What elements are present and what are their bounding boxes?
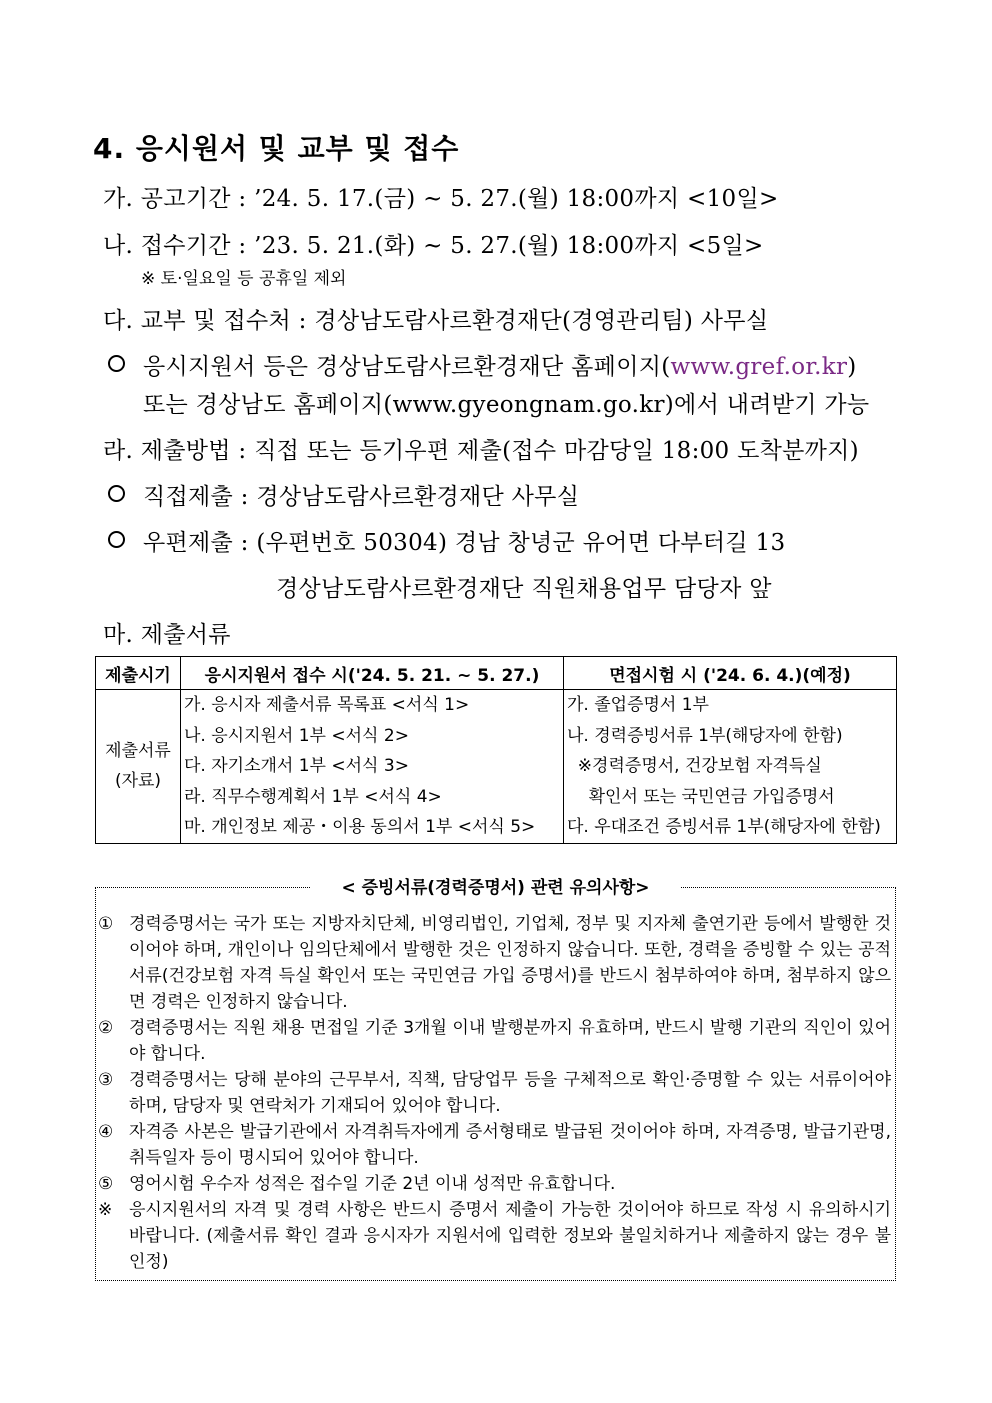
- list-item: 나. 경력증빙서류 1부(해당자에 한함): [567, 725, 843, 746]
- application-docs-cell: [181, 690, 564, 844]
- evidence-notice-box: [95, 878, 896, 1281]
- notice-text: 영어시험 우수자 성적은 접수일 기준 2년 이내 성적만 유효합니다.: [129, 1174, 616, 1194]
- list-item: 가. 응시자 제출서류 목록표 <서식 1>: [184, 695, 470, 715]
- row-label-cell: [96, 690, 181, 844]
- download-text-end: ): [847, 354, 857, 380]
- notice-item: [96, 1119, 895, 1171]
- list-item: 가. 졸업증명서 1부: [567, 695, 709, 715]
- notice-text: 자격증 사본은 발급기관에서 자격취득자에게 증서형태로 발급된 것이어야 하며, 자격증명, 발급기관명, 취득일자 등이 명시되어 있어야 합니다.: [129, 1122, 891, 1168]
- bullet-circle-icon: [108, 355, 125, 372]
- notice-period: 가. 공고기간 : ’24. 5. 17.(금) ~ 5. 27.(월) 18:00까지 <10일>: [103, 186, 779, 212]
- submit-method: 라. 제출방법 : 직접 또는 등기우편 제출(접수 마감당일 18:00 도착분까지): [103, 438, 859, 464]
- mail-submit-bullet: [108, 524, 785, 557]
- notice-mark: ③: [98, 1070, 114, 1090]
- mail-submit-cont: 경상남도람사르환경재단 직원채용업무 담당자 앞: [276, 576, 772, 602]
- notice-item: [96, 1067, 895, 1119]
- table-header-cell: 응시지원서 접수 시('24. 5. 21. ~ 5. 27.): [181, 657, 564, 690]
- holiday-note: ※ 토·일요일 등 공휴일 제외: [141, 269, 347, 289]
- notice-item: [96, 1171, 895, 1197]
- section-title: 4. 응시원서 및 교부 및 접수: [93, 132, 460, 165]
- receipt-period: 나. 접수기간 : ’23. 5. 21.(화) ~ 5. 27.(월) 18:00까지 <5일>: [103, 233, 764, 259]
- download-bullet: [108, 348, 857, 381]
- list-item: 다. 우대조건 증빙서류 1부(해당자에 한함): [567, 817, 881, 837]
- notice-mark: ④: [98, 1122, 114, 1142]
- submit-docs-heading: 마. 제출서류: [103, 622, 231, 648]
- notice-title: < 증빙서류(경력증명서) 관련 유의사항>: [311, 878, 679, 898]
- notice-item: [96, 1015, 895, 1067]
- list-item: 확인서 또는 국민연금 가입증명서: [567, 786, 835, 807]
- download-text: 응시지원서 등은 경상남도람사르환경재단 홈페이지(: [143, 354, 671, 380]
- bullet-circle-icon: [108, 485, 125, 502]
- direct-submit-text: 직접제출 : 경상남도람사르환경재단 사무실: [143, 484, 580, 510]
- download-bullet-cont: 또는 경상남도 홈페이지(www.gyeongnam.go.kr)에서 내려받기 가능: [143, 392, 870, 418]
- notice-text: 경력증명서는 직원 채용 면접일 기준 3개월 이내 발행분까지 유효하며, 반드시 발행 기관의 직인이 있어야 합니다.: [129, 1018, 891, 1064]
- list-item: 마. 개인정보 제공・이용 동의서 1부 <서식 5>: [184, 817, 536, 837]
- interview-docs-cell: [564, 690, 897, 844]
- bullet-circle-icon: [108, 531, 125, 548]
- direct-submit-bullet: [108, 478, 579, 511]
- notice-mark: ※: [98, 1200, 113, 1220]
- issue-place: 다. 교부 및 접수처 : 경상남도람사르환경재단(경영관리팀) 사무실: [103, 308, 769, 334]
- gref-link[interactable]: www.gref.or.kr: [670, 354, 848, 380]
- list-item: 라. 직무수행계획서 1부 <서식 4>: [184, 786, 442, 807]
- list-item: 다. 자기소개서 1부 <서식 3>: [184, 756, 409, 776]
- table-header-row: [96, 657, 897, 690]
- list-item: ※경력증명서, 건강보험 자격득실: [567, 756, 822, 776]
- table-header-cell: 제출시기: [96, 657, 181, 690]
- notice-text: 경력증명서는 당해 분야의 근무부서, 직책, 담당업무 등을 구체적으로 확인·증명할 수 있는 서류이어야 하며, 담당자 및 연락처가 기재되어 있어야 합니다.: [129, 1070, 891, 1116]
- notice-item: [96, 911, 895, 1015]
- notice-text: 응시지원서의 자격 및 경력 사항은 반드시 증명서 제출이 가능한 것이어야 하므로 작성 시 유의하시기 바랍니다. (제출서류 확인 결과 응시자가 지원서에 입력한 정보와 불일치하거나 제출하지 않는 경우 불인정): [129, 1200, 891, 1272]
- table-header-cell: 면접시험 시 ('24. 6. 4.)(예정): [564, 657, 897, 690]
- notice-text: 경력증명서는 국가 또는 지방자치단체, 비영리법인, 기업체, 정부 및 지자체 출연기관 등에서 발행한 것이어야 하며, 개인이나 임의단체에서 발행한 것은 인정하지 않습니다. 또한, 경력을 증빙할 수 있는 공적 서류(건강보험 자격 득실 확인서 또는 국민연금 가입 증명서)를 반드시 첨부하여야 하며, 첨부하지 않으면 경력은 인정하지 않습니다.: [129, 914, 891, 1012]
- notice-mark: ①: [98, 914, 114, 934]
- notice-item: [96, 1197, 895, 1275]
- list-item: 나. 응시지원서 1부 <서식 2>: [184, 725, 409, 746]
- mail-submit-text: 우편제출 : (우편번호 50304) 경남 창녕군 유어면 다부터길 13: [143, 530, 786, 556]
- notice-mark: ②: [98, 1018, 114, 1038]
- submit-docs-table: [95, 656, 897, 844]
- row-label: 제출서류: [105, 741, 171, 762]
- table-row: [96, 690, 897, 844]
- notice-mark: ⑤: [98, 1174, 114, 1194]
- row-label-sub: (자료): [114, 771, 162, 792]
